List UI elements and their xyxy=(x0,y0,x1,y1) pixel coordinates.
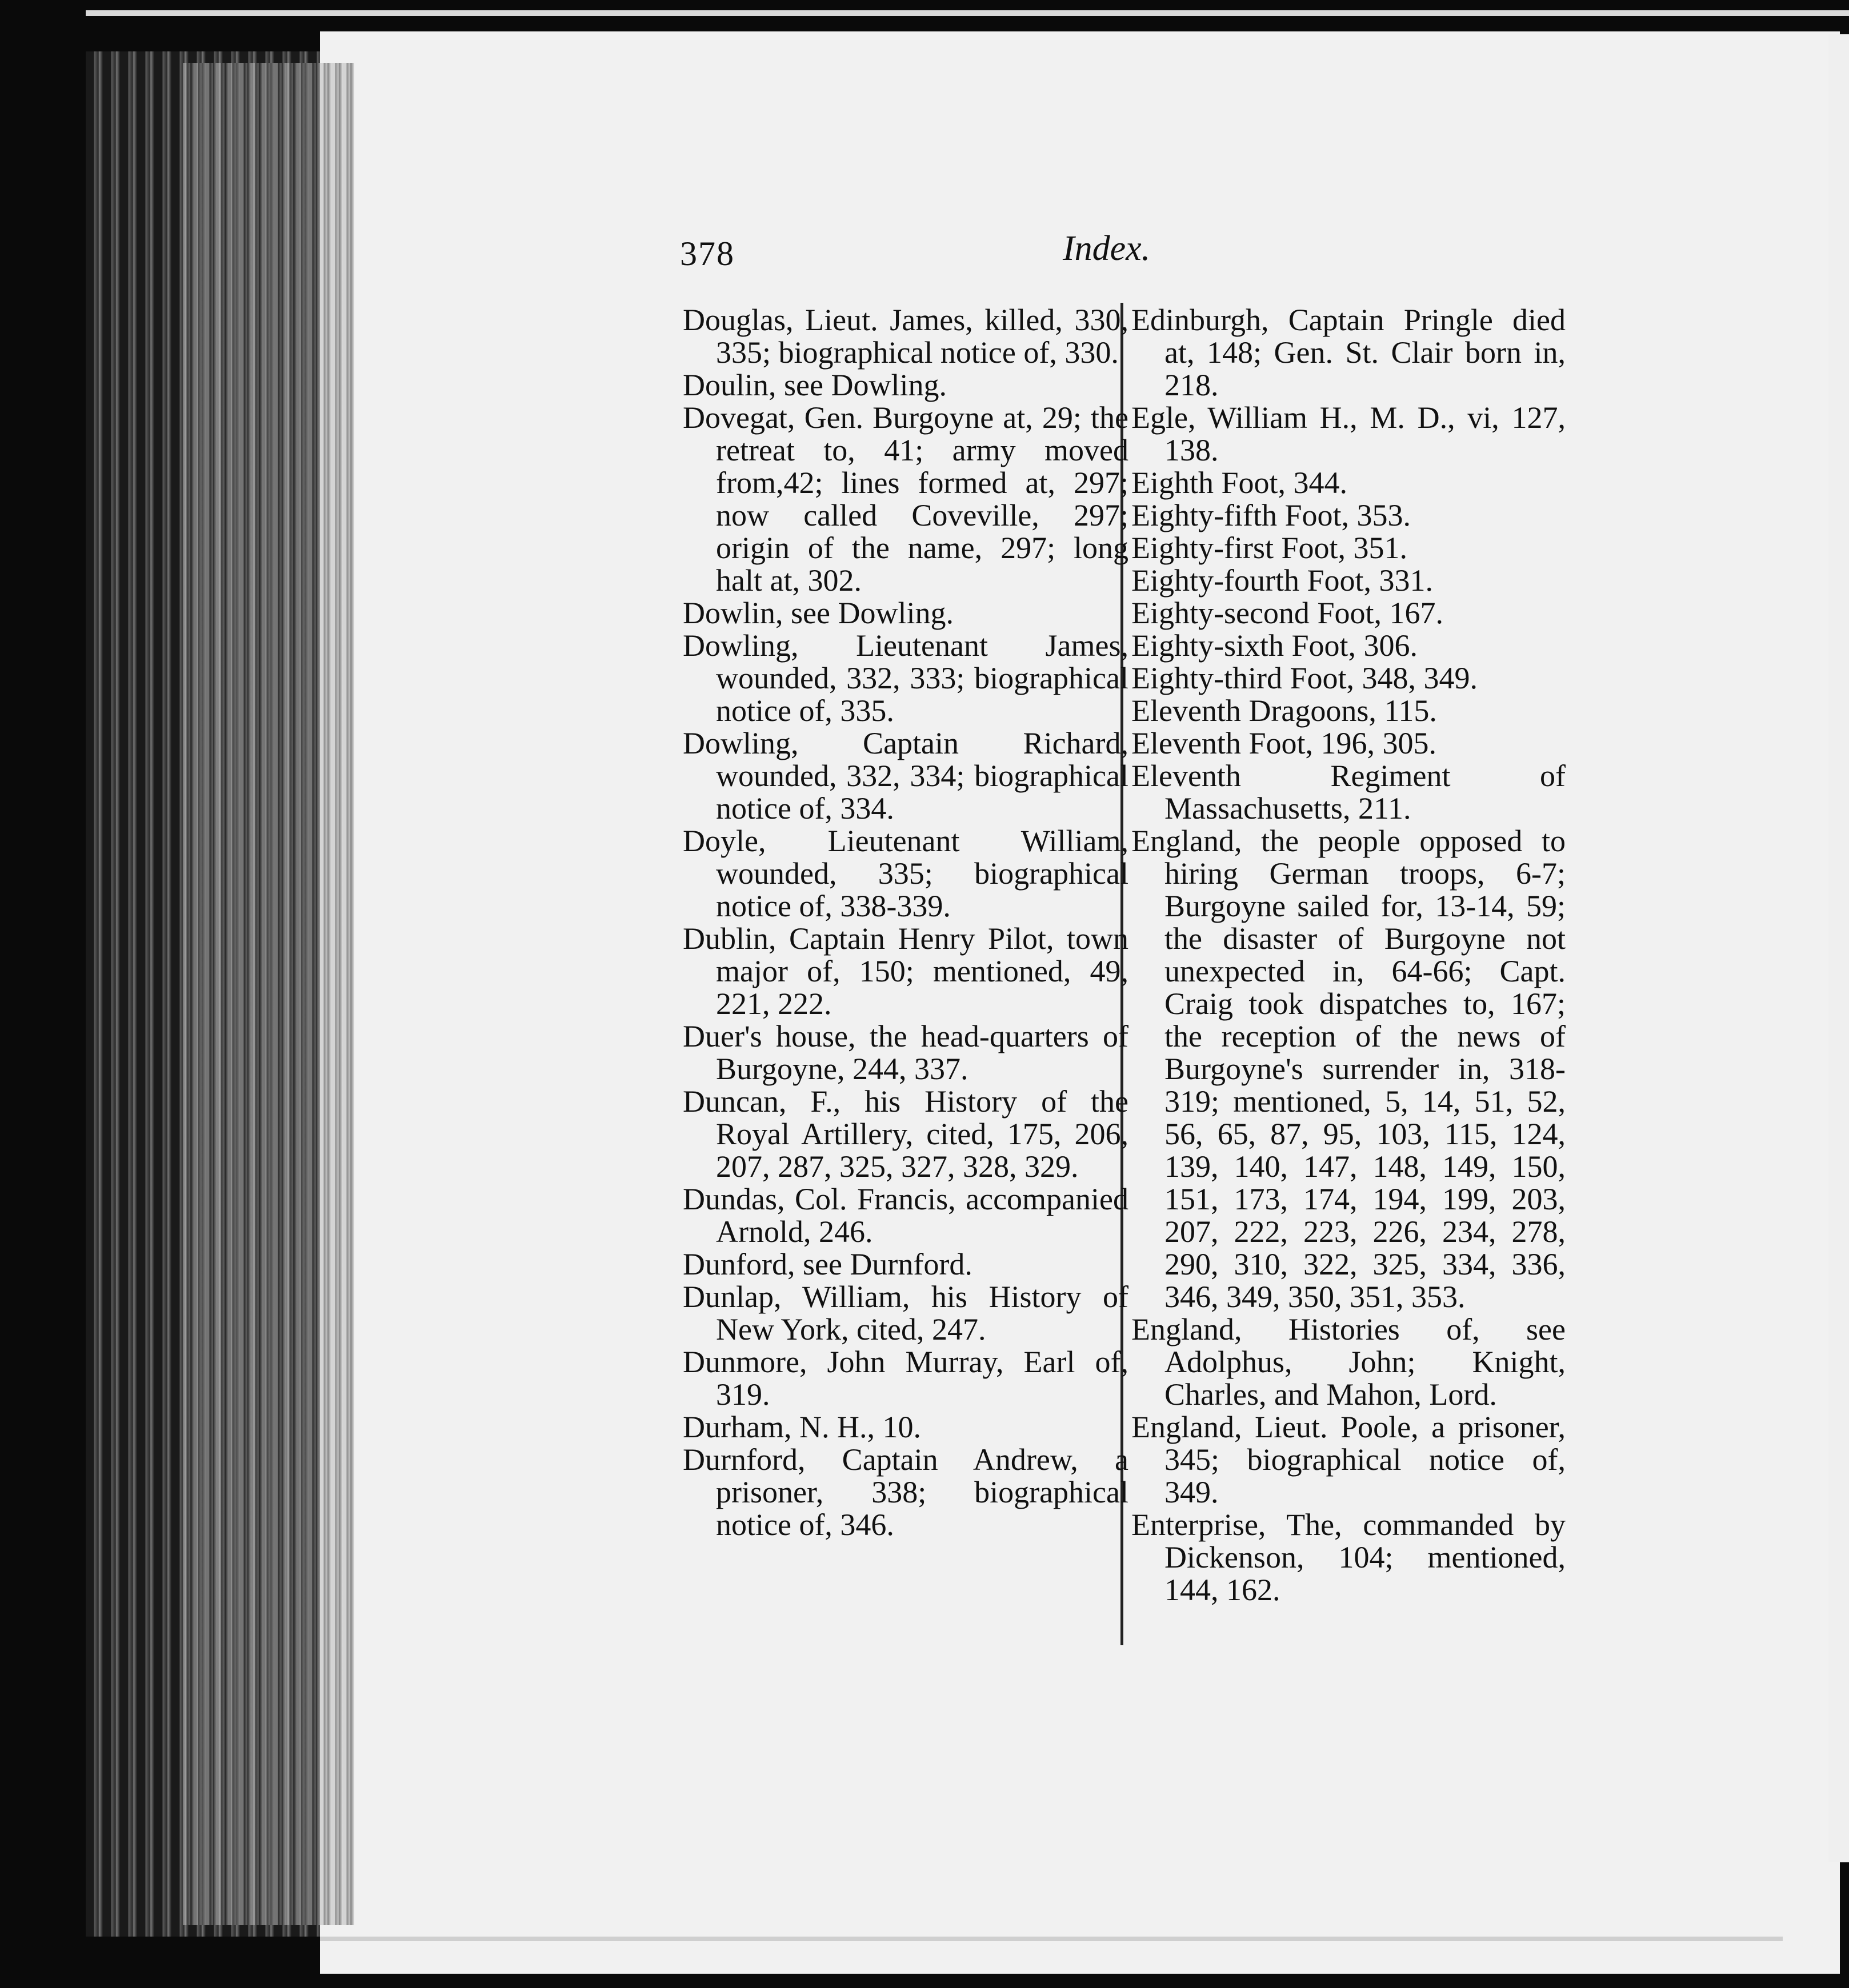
index-entry xyxy=(1131,597,1566,630)
index-entry xyxy=(1131,630,1566,662)
entry-head: Eleventh xyxy=(1131,694,1241,728)
entry-text: William H., M. D., vi, 127, 138. xyxy=(1164,400,1566,467)
facing-page-edge xyxy=(1828,34,1849,1862)
index-entry xyxy=(683,1444,1128,1541)
index-entry xyxy=(683,1411,1128,1444)
entry-text: Dragoons, 115. xyxy=(1240,694,1437,728)
entry-text: Foot, 196, 305. xyxy=(1240,726,1436,760)
entry-head: Edinburgh, xyxy=(1131,303,1269,337)
index-entry xyxy=(683,402,1128,597)
index-entry xyxy=(683,1346,1128,1411)
entry-text: Foot, 344. xyxy=(1214,466,1348,500)
entry-text: house, the head-quarters of Burgoyne, 244, 337. xyxy=(716,1019,1128,1086)
entry-text: see Dowling. xyxy=(776,368,947,402)
index-entry xyxy=(683,1248,1128,1281)
entry-head: Doyle, xyxy=(683,824,766,858)
entry-head: Durnford, xyxy=(683,1442,806,1477)
entry-head: Dovegat, xyxy=(683,400,795,435)
index-entry xyxy=(1131,532,1566,564)
index-entry xyxy=(683,1020,1128,1085)
entry-head: Douglas, xyxy=(683,303,794,337)
entry-head: Duncan, xyxy=(683,1084,787,1119)
index-entry xyxy=(1131,499,1566,532)
index-entry xyxy=(683,369,1128,402)
entry-head: Dundas, xyxy=(683,1182,785,1216)
entry-head: Dunford, xyxy=(683,1247,795,1281)
entry-text: Foot, 348, 349. xyxy=(1282,661,1478,695)
index-entry xyxy=(1131,760,1566,825)
index-entry xyxy=(1131,304,1566,402)
entry-text: F., his History of the Royal Artillery, cited, 175, 206, 207, 287, 325, 327, 328, 329. xyxy=(716,1084,1128,1184)
entry-text: Captain Pringle died at, 148; Gen. St. Clair born in, 218. xyxy=(1164,303,1566,402)
running-title: Index. xyxy=(1063,229,1151,268)
index-entry xyxy=(1131,1411,1566,1509)
entry-text: Foot, 167. xyxy=(1309,596,1443,630)
index-entry xyxy=(683,923,1128,1020)
page-stack-strip xyxy=(183,63,354,1925)
entry-text: Col. Francis, accompanied Arnold, 246. xyxy=(716,1182,1128,1249)
entry-head: Eighty-first xyxy=(1131,531,1274,565)
index-entry xyxy=(683,304,1128,369)
entry-head: Enterprise, xyxy=(1131,1508,1266,1542)
entry-head: England, xyxy=(1131,1410,1242,1444)
entry-head: England, xyxy=(1131,824,1242,858)
entry-head: Eighty-fourth xyxy=(1131,563,1299,598)
entry-head: Eighty-third xyxy=(1131,661,1282,695)
entry-text: Regiment of Massachusetts, 211. xyxy=(1164,759,1566,825)
entry-text: the people opposed to hiring German troops, 6-7; Burgoyne sailed for, 13-14, 59; the disaster of Burgoyne not unexpected in, 64-66; Capt. Craig took dispatches to, 167; the reception of the news of Burgoyne's surrender in, 318-319; mentioned, 5, 14, 51, 52, 56, 65, 87, 95, 103, 115, 124, 139, 140, 147, 148, 149, 150, 151, 173, 174, 194, 199, 203, 207, 222, 223, 226, 234, 278, 290, 310, 322, 325, 334, 336, 346, 349, 350, 351, 353. xyxy=(1164,824,1566,1314)
entry-text: Lieut. Poole, a prisoner, 345; biographical notice of, 349. xyxy=(1164,1410,1566,1509)
entry-text: Captain Andrew, a prisoner, 338; biographical notice of, 346. xyxy=(716,1442,1128,1542)
entry-head: Egle, xyxy=(1131,400,1196,435)
index-entry xyxy=(683,630,1128,727)
entry-text: Lieutenant William, wounded, 335; biographical notice of, 338-339. xyxy=(716,824,1128,923)
entry-head: Eighty-fifth xyxy=(1131,498,1277,532)
index-entry xyxy=(1131,402,1566,467)
entry-text: Foot, 351. xyxy=(1273,531,1408,565)
index-column-left xyxy=(683,304,1128,1541)
entry-head: Durham, xyxy=(683,1410,792,1444)
entry-head: Dowlin, xyxy=(683,596,783,630)
entry-head: Dublin, xyxy=(683,921,777,956)
entry-text: Captain Henry Pilot, town major of, 150; mentioned, 49, 221, 222. xyxy=(716,921,1128,1021)
index-entry xyxy=(683,1183,1128,1248)
scan-top-rule xyxy=(86,10,1849,16)
index-entry xyxy=(1131,825,1566,1313)
index-entry xyxy=(683,1281,1128,1346)
entry-head: Dowling, xyxy=(683,628,799,663)
entry-head: Dunlap, xyxy=(683,1280,782,1314)
index-entry xyxy=(683,597,1128,630)
entry-text: Captain Richard, wounded, 332, 334; biographical notice of, 334. xyxy=(716,726,1128,825)
entry-text: William, his History of New York, cited, 247. xyxy=(716,1280,1128,1346)
index-entry xyxy=(1131,695,1566,727)
entry-head: Dunmore, xyxy=(683,1345,807,1379)
entry-head: Doulin, xyxy=(683,368,777,402)
entry-text: Lieutenant James, wounded, 332, 333; biographical notice of, 335. xyxy=(716,628,1128,728)
index-entry xyxy=(1131,1313,1566,1411)
entry-text: N. H., 10. xyxy=(791,1410,921,1444)
entry-head: Eighty-second xyxy=(1131,596,1310,630)
entry-text: Gen. Burgoyne at, 29; the retreat to, 41; army moved from,42; lines formed at, 297; now called Coveville, 297; origin of the name, 297; long halt at, 302. xyxy=(716,400,1128,598)
entry-text: see Durnford. xyxy=(795,1247,972,1281)
entry-text: Lieut. James, killed, 330, 335; biographical notice of, 330. xyxy=(716,303,1128,370)
page-number: 378 xyxy=(680,235,735,272)
entry-head: Duer's xyxy=(683,1019,762,1053)
entry-head: Eleventh xyxy=(1131,759,1241,793)
entry-head: Eleventh xyxy=(1131,726,1241,760)
entry-text: John Murray, Earl of, 319. xyxy=(716,1345,1128,1412)
index-entry xyxy=(1131,1509,1566,1606)
entry-head: England, xyxy=(1131,1312,1242,1346)
entry-text: The, commanded by Dickenson, 104; mentioned, 144, 162. xyxy=(1164,1508,1566,1607)
scan-bottom-rule xyxy=(320,1937,1783,1941)
index-entry xyxy=(1131,467,1566,499)
entry-text: see Dowling. xyxy=(783,596,954,630)
index-entry xyxy=(1131,564,1566,597)
index-column-right xyxy=(1131,304,1566,1606)
index-entry xyxy=(683,825,1128,923)
entry-head: Eighth xyxy=(1131,466,1214,500)
entry-text: Foot, 306. xyxy=(1284,628,1418,663)
entry-head: Dowling, xyxy=(683,726,799,760)
entry-text: Foot, 331. xyxy=(1299,563,1433,598)
index-entry xyxy=(1131,727,1566,760)
entry-text: Foot, 353. xyxy=(1276,498,1411,532)
index-entry xyxy=(1131,662,1566,695)
entry-text: Histories of, see Adolphus, John; Knight, Charles, and Mahon, Lord. xyxy=(1164,1312,1566,1412)
index-entry xyxy=(683,727,1128,825)
index-entry xyxy=(683,1085,1128,1183)
entry-head: Eighty-sixth xyxy=(1131,628,1284,663)
